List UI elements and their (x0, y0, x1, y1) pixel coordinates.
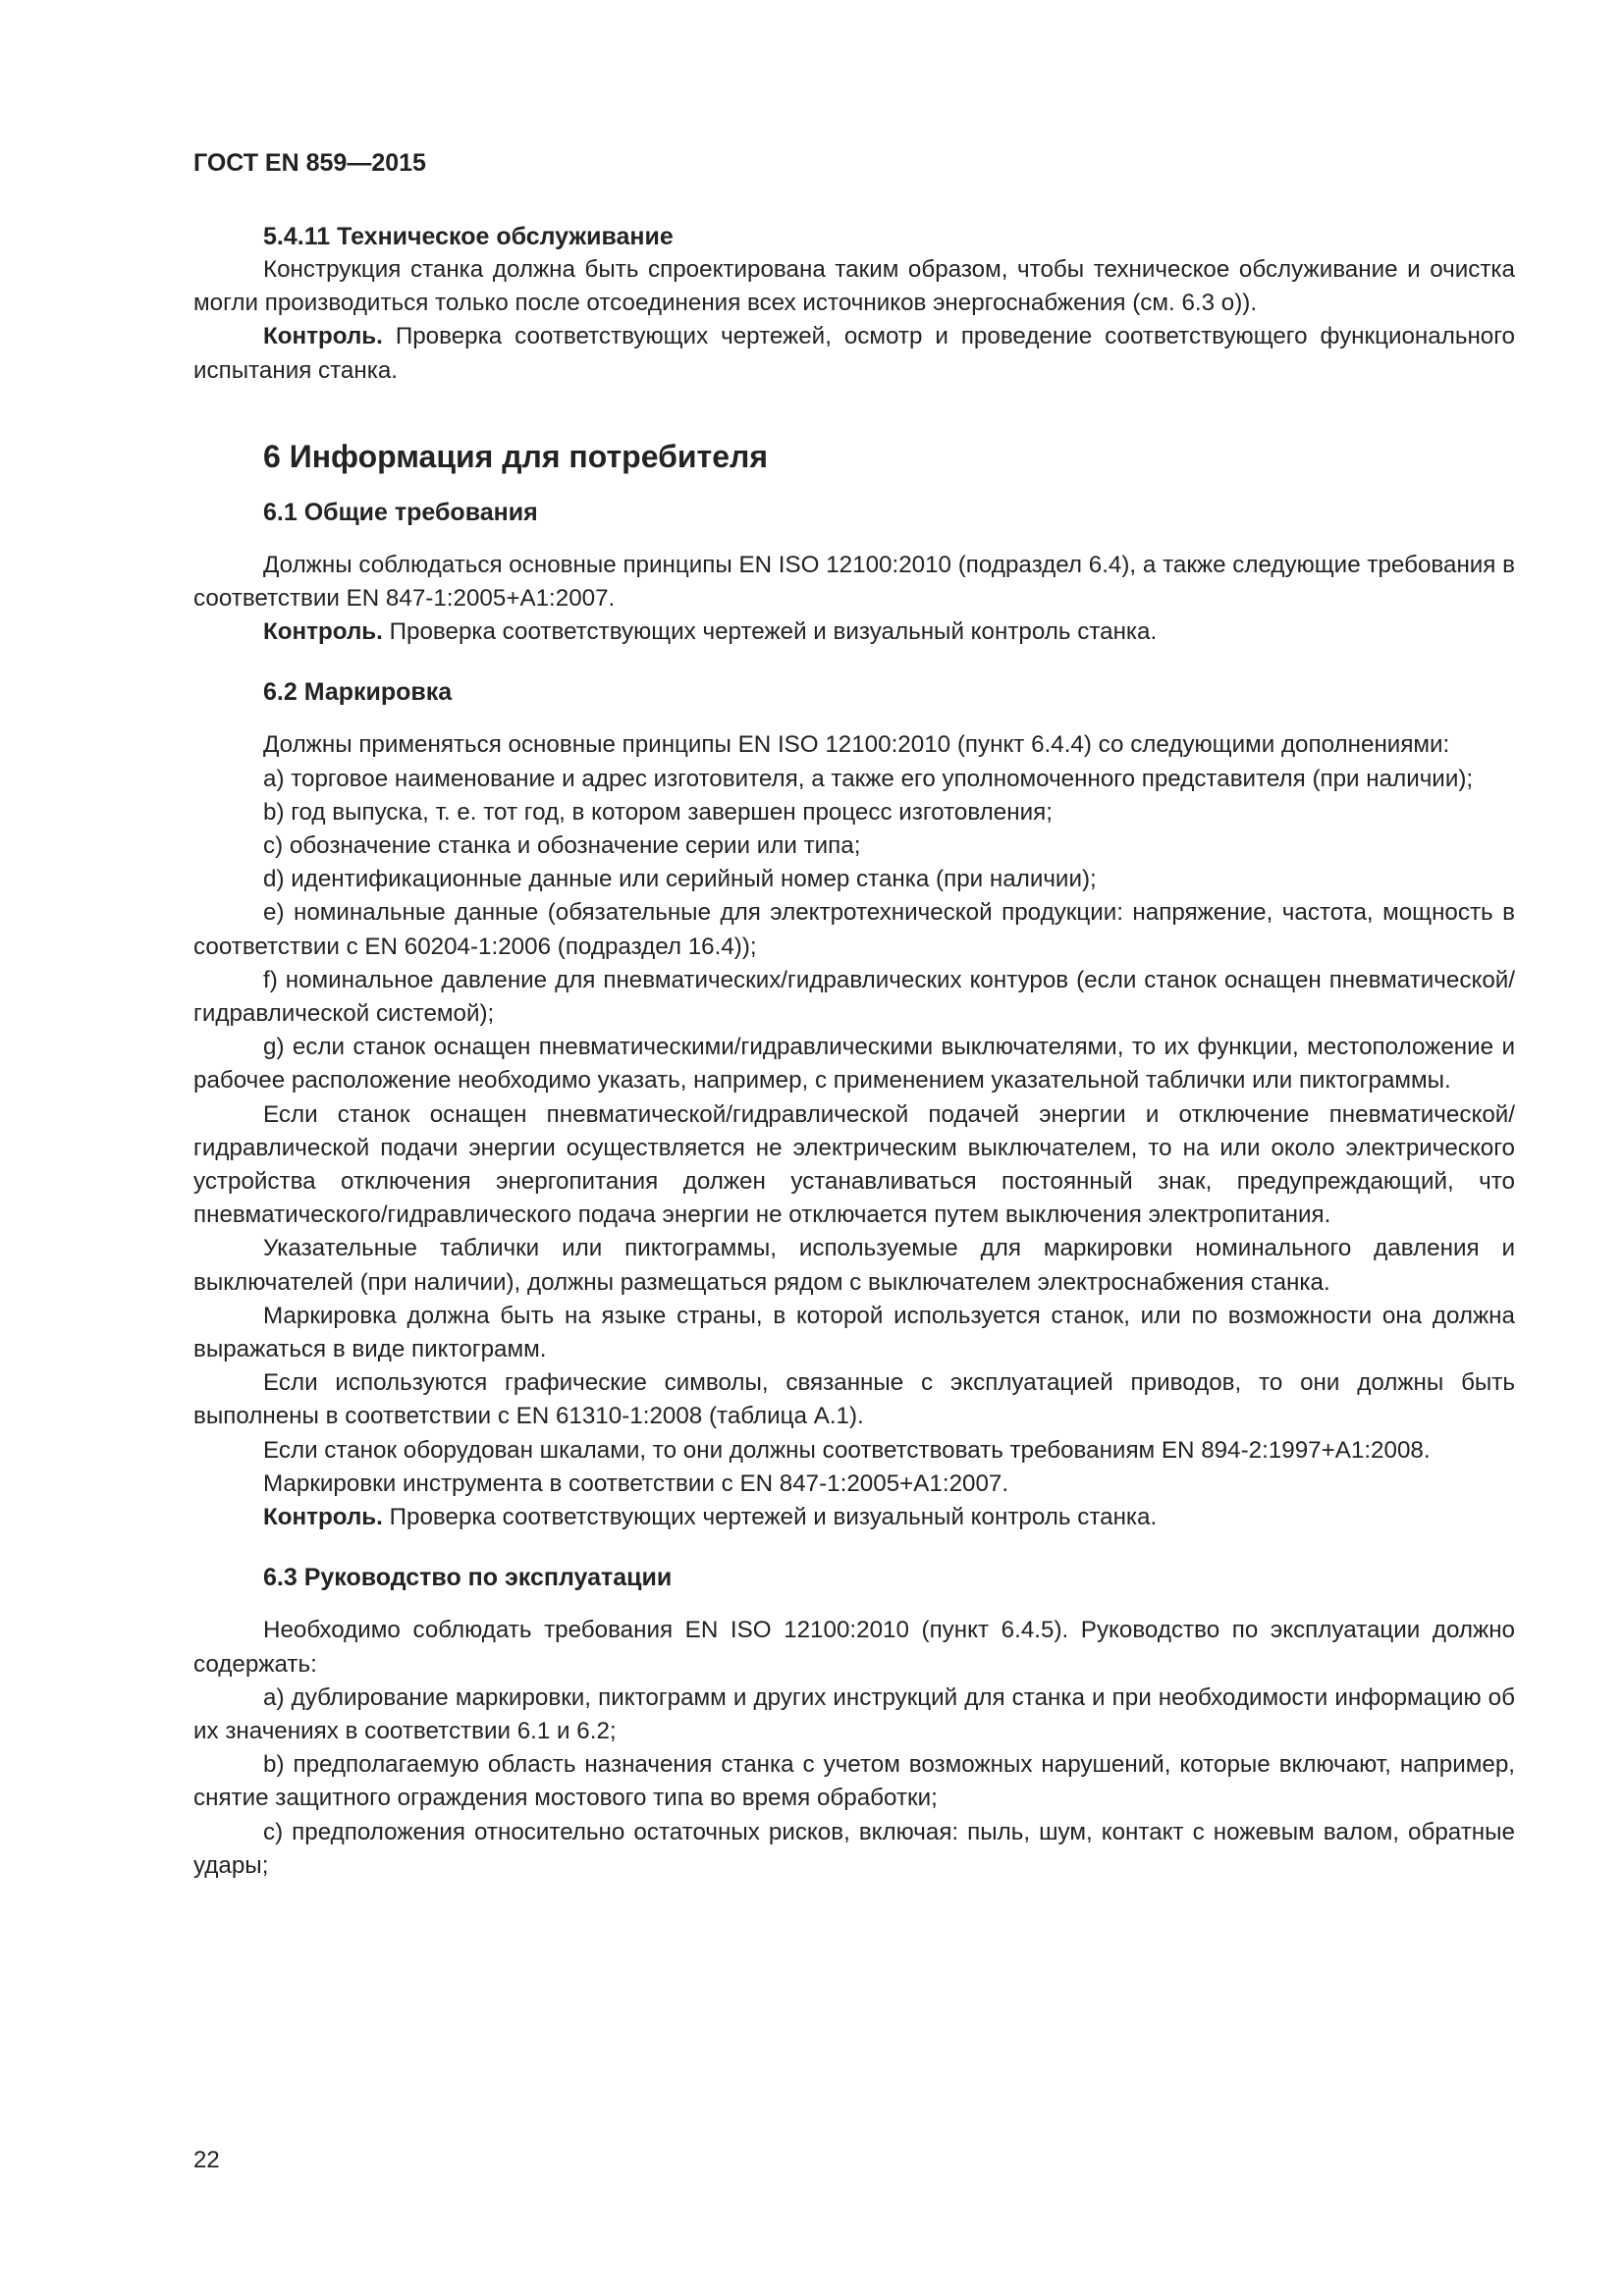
list-item-6-2-b: b) год выпуска, т. е. тот год, в котором завершен процесс изготовления; (263, 798, 1053, 826)
page-content (193, 220, 1515, 1883)
paragraph-6-2-tools: Маркировки инструмента в соответствии с EN 847-1:2005+A1:2007. (263, 1469, 1009, 1497)
list-item-6-2-a: a) торговое наименование и адрес изготовителя, а также его уполномоченного представителя (при наличии); (263, 765, 1474, 792)
heading-6-1: 6.1 Общие требования (263, 498, 538, 526)
list-item-6-2-f: f) номинальное давление для пневматических/гидравлических контуров (если станок оснащен пневматической/гидравлической системой); (193, 966, 1515, 1028)
control-label: Контроль. (263, 323, 383, 350)
paragraph-5-4-11-body: Конструкция станка должна быть спроектирована таким образом, чтобы техническое обслуживание и очистка могли производиться только после отсоединения всех источников энергоснабжения (см. 6.3 о)). (193, 256, 1515, 317)
control-label: Контроль. (263, 618, 383, 646)
list-item-6-3-a: a) дублирование маркировки, пиктограмм и других инструкций для станка и при необходимости информацию об их значениях в соответствии 6.1 и 6.2; (193, 1683, 1515, 1744)
list-item-6-2-e: e) номинальные данные (обязательные для электротехнической продукции: напряжение, частота, мощность в соответствии с EN 60204-1:2006 (подраздел 16.4)); (193, 899, 1515, 960)
heading-5-4-11: 5.4.11 Техническое обслуживание (263, 223, 674, 250)
control-label: Контроль. (263, 1504, 383, 1531)
list-item-6-2-g: g) если станок оснащен пневматическими/гидравлическими выключателями, то их функции, местоположение и рабочее расположение необходимо указать, например, с применением указательной таблички или пиктограммы. (193, 1034, 1515, 1095)
document-code-header: ГОСТ EN 859—2015 (193, 149, 426, 177)
paragraph-6-2-intro: Должны применяться основные принципы EN ISO 12100:2010 (пункт 6.4.4) со следующими дополнениями: (263, 731, 1450, 759)
paragraph-6-2-pneumatic: Если станок оснащен пневматической/гидравлической подачей энергии и отключение пневматической/гидравлической подачи энергии осуществляется не электрическим выключателем, то на или около электрического устройства отключения энергопитания должен устанавливаться постоянный знак, предупреждающий, что пневматического/гидравлического подача энергии не отключается путем выключения электропитания. (193, 1100, 1515, 1229)
list-item-6-3-b: b) предполагаемую область назначения станка с учетом возможных нарушений, которые включают, например, снятие защитного ограждения мостового типа во время обработки; (193, 1751, 1515, 1812)
list-item-6-2-d: d) идентификационные данные или серийный номер станка (при наличии); (263, 866, 1097, 893)
control-text: Проверка соответствующих чертежей и визуальный контроль станка. (382, 618, 1158, 646)
paragraph-6-1-body: Должны соблюдаться основные принципы EN ISO 12100:2010 (подраздел 6.4), а также следующие требования в соответствии EN 847-1:2005+A1:2007. (193, 551, 1515, 613)
paragraph-6-2-symbols: Если используются графические символы, связанные с эксплуатацией приводов, то они должны быть выполнены в соответствии с EN 61310-1:2008 (таблица A.1). (193, 1369, 1515, 1430)
paragraph-6-1-control (193, 615, 1515, 649)
paragraph-5-4-11-control (193, 320, 1515, 387)
heading-6-3: 6.3 Руководство по эксплуатации (263, 1564, 673, 1592)
list-item-6-2-c: c) обозначение станка и обозначение серии или типа; (263, 832, 861, 860)
paragraph-6-2-plates: Указательные таблички или пиктограммы, используемые для маркировки номинального давления и выключателей (при наличии), должны размещаться рядом с выключателем электроснабжения станка. (193, 1235, 1515, 1296)
paragraph-6-2-scales: Если станок оборудован шкалами, то они должны соответствовать требованиям EN 894-2:1997+A1:2008. (263, 1436, 1431, 1464)
page-number: 22 (193, 2147, 220, 2173)
heading-6-2: 6.2 Маркировка (263, 678, 453, 707)
control-text: Проверка соответствующих чертежей, осмотр и проведение соответствующего функционального испытания станка. (193, 323, 1515, 384)
paragraph-6-2-control (193, 1501, 1515, 1534)
heading-section-6: 6 Информация для потребителя (263, 438, 768, 474)
control-text: Проверка соответствующих чертежей и визуальный контроль станка. (382, 1504, 1158, 1531)
paragraph-6-3-intro: Необходимо соблюдать требования EN ISO 12100:2010 (пункт 6.4.5). Руководство по эксплуатации должно содержать: (193, 1617, 1515, 1678)
list-item-6-3-c: c) предположения относительно остаточных рисков, включая: пыль, шум, контакт с ножевым валом, обратные удары; (193, 1818, 1515, 1879)
paragraph-6-2-language: Маркировка должна быть на языке страны, в которой используется станок, или по возможности она должна выражаться в виде пиктограмм. (193, 1302, 1515, 1363)
